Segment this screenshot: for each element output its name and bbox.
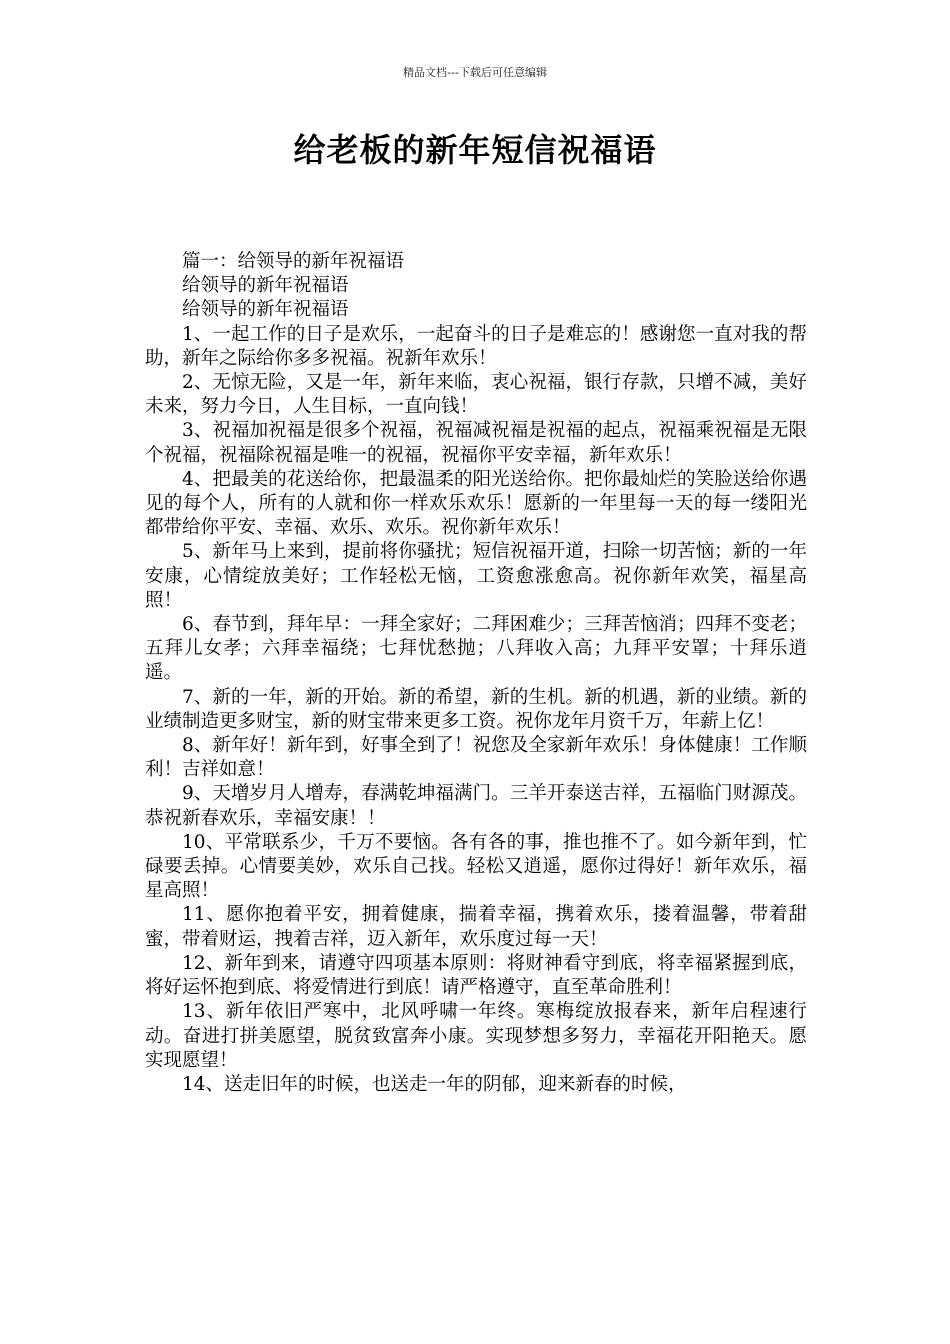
greeting-paragraph: 5、新年马上来到，提前将你骚扰；短信祝福开道，扫除一切苦恼；新的一年安康，心情绽放美好；工作轻松无恼，工资愈涨愈高。祝你新年欢笑，福星高照！: [145, 541, 807, 611]
greeting-paragraph: 2、无惊无险，又是一年，新年来临，衷心祝福，银行存款，只增不减，美好未来，努力今日，人生目标，一直向钱！: [145, 372, 807, 418]
greeting-paragraph: 6、春节到，拜年早：一拜全家好；二拜困难少；三拜苦恼消；四拜不变老；五拜儿女孝；六拜幸福绕；七拜忧愁抛；八拜收入高；九拜平安罩；十拜乐逍遥。: [145, 614, 807, 684]
greeting-paragraph: 9、天增岁月人增寿，春满乾坤福满门。三羊开泰送吉祥，五福临门财源茂。恭祝新春欢乐，幸福安康！！: [145, 783, 807, 829]
subheading: 给领导的新年祝福语: [182, 299, 349, 321]
greeting-paragraph: 7、新的一年，新的开始。新的希望，新的生机。新的机遇，新的业绩。新的业绩制造更多财宝，新的财宝带来更多工资。祝你龙年月资千万，年薪上亿！: [145, 686, 807, 732]
document-body: [145, 250, 807, 1097]
greeting-paragraph: 12、新年到来，请遵守四项基本原则：将财神看守到底，将幸福紧握到底，将好运怀抱到底、将爱情进行到底！请严格遵守，直至革命胜利！: [145, 952, 807, 999]
greeting-paragraph: 11、愿你抱着平安，拥着健康，揣着幸福，携着欢乐，搂着温馨，带着甜蜜，带着财运，拽着吉祥，迈入新年，欢乐度过每一天！: [145, 904, 807, 950]
greeting-paragraph: 8、新年好！新年到，好事全到了！祝您及全家新年欢乐！身体健康！工作顺利！吉祥如意！: [145, 735, 807, 781]
greeting-paragraph: 4、把最美的花送给你，把最温柔的阳光送给你。把你最灿烂的笑脸送给你遇见的每个人，所有的人就和你一样欢乐欢乐！愿新的一年里每一天的每一缕阳光都带给你平安、幸福、欢乐、欢乐。祝你新年欢乐！: [145, 468, 807, 539]
page-header-note: 精品文档---下载后可任意编辑: [403, 66, 547, 79]
greeting-paragraph: 3、祝福加祝福是很多个祝福，祝福减祝福是祝福的起点，祝福乘祝福是无限个祝福，祝福除祝福是唯一的祝福，祝福你平安幸福，新年欢乐！: [145, 420, 807, 466]
section-heading: 篇一：给领导的新年祝福语: [182, 251, 405, 272]
greeting-paragraph: 10、平常联系少，千万不要恼。各有各的事，推也推不了。如今新年到，忙碌要丢掉。心情要美妙，欢乐自己找。轻松又逍遥，愿你过得好！新年欢乐，福星高照！: [145, 831, 807, 902]
greeting-paragraph: 14、送走旧年的时候，也送走一年的阴郁，迎来新春的时候，: [182, 1073, 687, 1095]
greeting-paragraph: 13、新年依旧严寒中，北风呼啸一年终。寒梅绽放报春来，新年启程速行动。奋进打拼美愿望，脱贫致富奔小康。实现梦想多努力，幸福花开阳艳天。愿实现愿望！: [145, 1001, 807, 1071]
greeting-paragraph: 1、一起工作的日子是欢乐，一起奋斗的日子是难忘的！感谢您一直对我的帮助，新年之际给你多多祝福。祝新年欢乐！: [145, 323, 807, 369]
subheading: 给领导的新年祝福语: [182, 275, 349, 297]
document-title: 给老板的新年短信祝福语: [293, 131, 657, 169]
